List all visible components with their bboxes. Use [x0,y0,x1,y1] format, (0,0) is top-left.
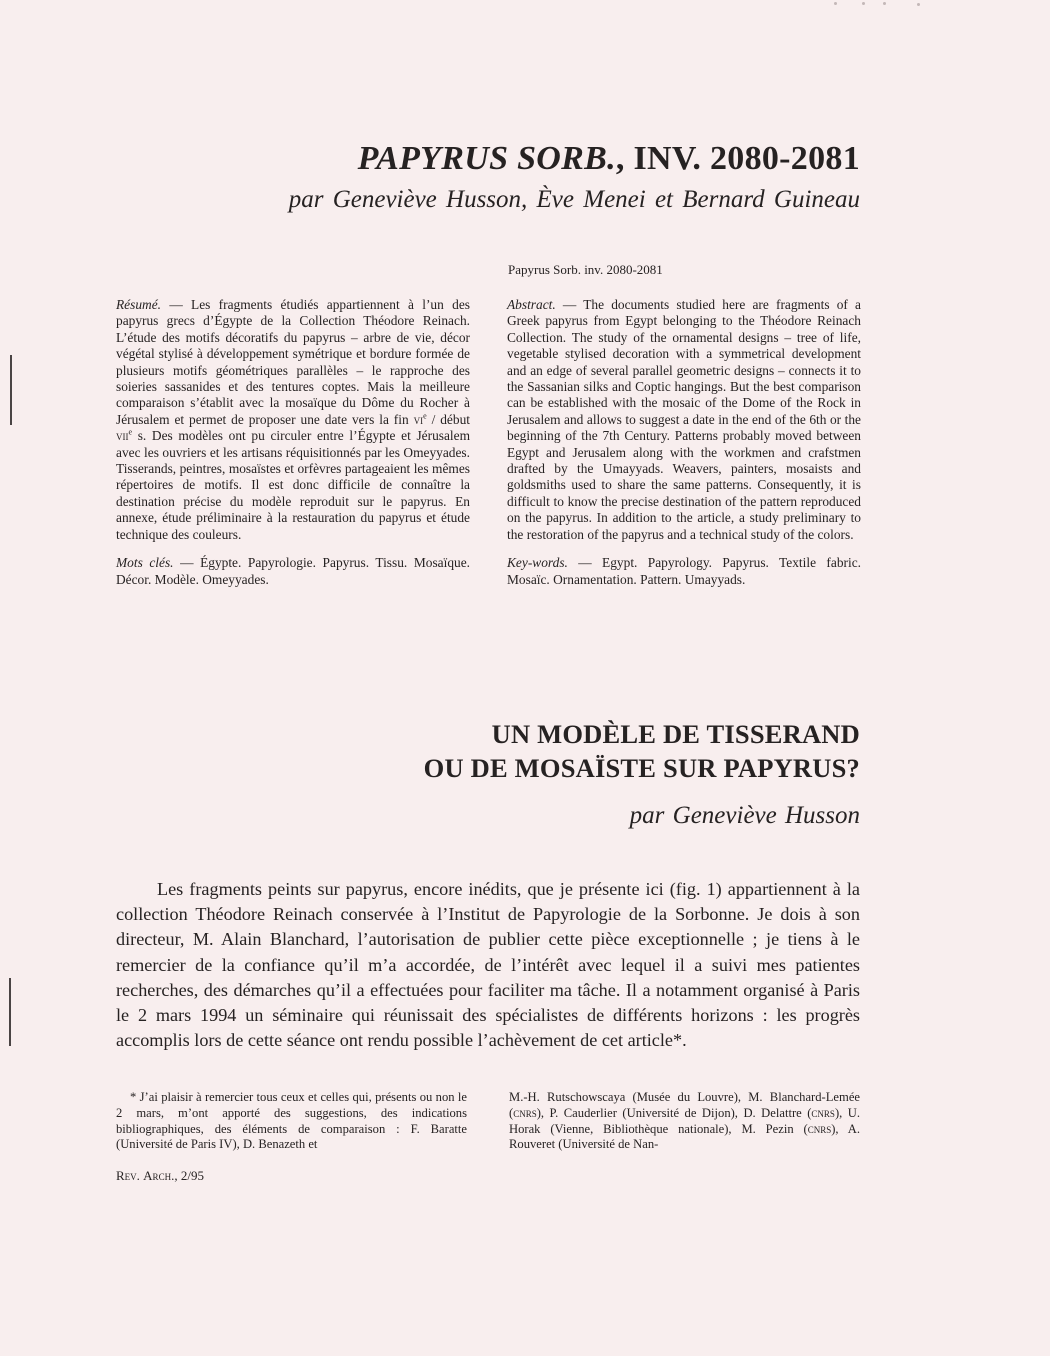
resume-label: Résumé. [116,297,161,312]
article-heading-line: UN MODÈLE DE TISSERAND [491,719,860,749]
resume-paragraph [116,297,470,543]
scan-speck [883,2,886,5]
resume-keywords [116,555,470,588]
article-heading [424,717,860,785]
journal-name: Rev. [116,1168,140,1183]
article-author: par Geneviève Husson [629,802,860,829]
footnote-text [509,1090,860,1153]
abstract-paragraph [507,297,861,543]
footnote-column-right [509,1090,860,1153]
keywords-label: Mots clés. [116,555,174,571]
resume-text: — Les fragments étudiés appartiennent à l’un des papyrus grecs d’Égypte de la Collection Théodore Reinach. L’étude des motifs décoratifs du papyrus – arbre de vie, décor végétal stylisé à développement symétrique et bordure formée de plusieurs motifs géométriques parallèles – le rapproche des soieries sassanides et des tentures coptes. Mais la meilleure comparaison s’établit avec la mosaïque du Dôme du Rocher à Jérusalem et permet de proposer une date vers la fin [116,297,470,427]
running-title: Papyrus Sorb. inv. 2080-2081 [508,262,663,277]
institution-abbrev: cnrs [811,1105,835,1120]
keywords-text: — Égypte. Papyrologie. Papyrus. Tissu. Mosaïque. Décor. Modèle. Omeyyades. [116,555,471,587]
footnote-fragment: ), P. Cauderlier (Université de Dijon), D. Delattre ( [536,1105,812,1120]
footnote-fragment: M.-H. Rutschowscaya (Musée du Louvre), M. Blanchard-Lemée ( [509,1090,860,1120]
century-numeral: vii [116,428,129,444]
resume-column [116,297,470,588]
scan-speck [834,2,837,5]
abstract-label: Abstract. [507,297,556,312]
footnote-fragment: ), U. Horak (Vienne, Bibliothèque nationale), M. Pezin ( [509,1105,861,1136]
binding-mark [9,978,11,1046]
paper-title [358,140,860,178]
body-paragraph: Les fragments peints sur papyrus, encore inédits, que je présente ici (fig. 1) appartiennent à la collection Théodore Reinach conservée à l’Institut de Papyrologie de la Sorbonne. Je dois à son directeur, M. Alain Blanchard, l’autorisation de publier cette pièce exceptionnelle ; je tiens à le remercier de la confiance qu’il m’a accordée, de l’intérêt avec lequel il a suivi mes patientes recherches, des démarches qu’il a effectuées pour faciliter ma tâche. Il a notamment organisé à Paris le 2 mars 1994 un séminaire qui réunissait des spécialistes de différents horizons : les progrès accomplis lors de cette séance ont rendu possible l’achèvement de cet article*. [116,879,860,1051]
article-body [116,877,860,1053]
footnote-column-left [116,1090,467,1153]
footnote-text: * J’ai plaisir à remercier tous ceux et celles qui, présents ou non le 2 mars, m’ont apporté des suggestions, des indications bibliographiques, des éléments de comparaison : F. Baratte (Université de Paris IV), D. Benazeth et [116,1090,467,1152]
footnote [116,1090,860,1153]
journal-reference [116,1168,204,1184]
scan-speck [917,3,920,6]
resume-text-end: s. Des modèles ont pu circuler entre l’Égypte et Jérusalem avec les ouvriers et les artisans réquisitionnés par les Omeyyades. Tisserands, peintres, mosaïstes et orfèvres partageaient les mêmes répertoires de motifs. Il est donc difficile de connaître la destination précise du modèle reproduit sur le papyrus. En annexe, étude préliminaire à la restauration du papyrus et étude technique des couleurs. [116,428,470,542]
scan-speck [862,2,865,5]
century-numeral: vi [413,411,424,427]
article-heading-line: OU DE MOSAÏSTE SUR PAPYRUS? [423,753,860,783]
footnote-fragment: ), A. Rouveret (Université de Nan- [509,1121,860,1152]
binding-mark [10,355,12,425]
abstract-keywords [507,555,861,588]
journal-issue: , 2/95 [174,1168,204,1183]
institution-abbrev: cnrs [807,1121,832,1136]
keywords-text: — Egypt. Papyrology. Papyrus. Textile fabric. Mosaïc. Ornamentation. Pattern. Umayyads. [507,555,861,587]
paper-title-italic: PAPYRUS SORB. [357,140,616,177]
century-superscript: e [128,427,133,437]
abstract-text: — The documents studied here are fragments of a Greek papyrus from Egypt belonging to the Théodore Reinach Collection. The study of the ornamental designs – tree of life, vegetable stylised decoration with a symmetrical development and an edge of several parallel geometric designs – connects it to the Sassanian silks and Coptic hangings. But the best comparison can be established with the mosaic of the Dome of the Rock in Jerusalem and allows to suggest a date in the end of the 6th or the beginning of the 7th Century. Patterns probably moved between Egypt and Jerusalem along with the workmen and crafstmen drafted by the Umayyads. Weavers, painters, mosaists and goldsmiths used to share the same patterns. Consequently, it is difficult to know the precise destination of the pattern reproduced on the papyrus. In addition to the article, a study preliminary to the restoration of the papyrus and a technical study of the colors. [507,297,861,542]
paper-authors: par Geneviève Husson, Ève Menei et Bernard Guineau [288,186,860,213]
institution-abbrev: cnrs [513,1105,537,1120]
resume-text-sep: / début [426,411,470,427]
journal-name: Arch. [143,1168,175,1183]
century-superscript: e [423,411,427,421]
abstract-column [507,297,861,588]
keywords-label: Key-words. [507,555,568,571]
paper-title-inventory: , INV. 2080-2081 [615,140,860,177]
